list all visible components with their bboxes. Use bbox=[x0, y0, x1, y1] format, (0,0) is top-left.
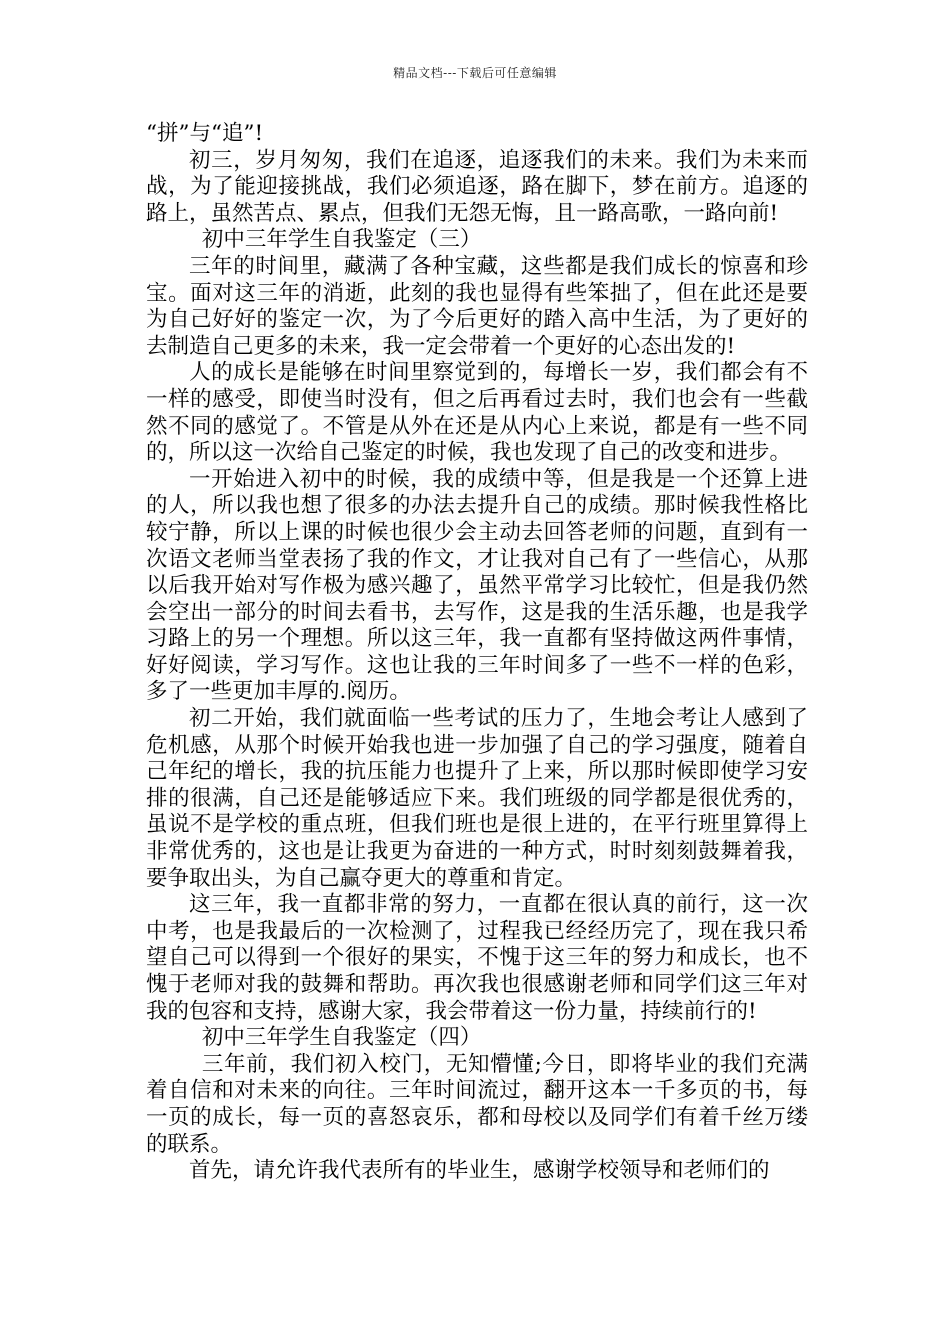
page-header: 精品文档---下载后可任意编辑 bbox=[393, 66, 557, 80]
paragraph: 这三年，我一直都非常的努力，一直都在很认真的前行，这一次中考，也是我最后的一次检测了，过程我已经经历完了，现在我只希望自己可以得到一个很好的果实，不愧于这三年的努力和成长，也不愧于老师对我的鼓舞和帮助。再次我也很感谢老师和同学们这三年对我的包容和支持，感谢大家，我会带着这一份力量，持续前行的! bbox=[146, 892, 808, 1024]
paragraph: 三年的时间里，藏满了各种宝藏，这些都是我们成长的惊喜和珍宝。面对这三年的消逝，此刻的我也显得有些笨拙了，但在此还是要为自己好好的鉴定一次，为了今后更好的踏入高中生活，为了更好的去制造自己更多的未来，我一定会带着一个更好的心态出发的! bbox=[146, 253, 808, 359]
section-heading: 初中三年学生自我鉴定（四） bbox=[201, 1025, 482, 1051]
paragraph: 初二开始，我们就面临一些考试的压力了，生地会考让人感到了危机感，从那个时候开始我也进一步加强了自己的学习强度，随着自己年纪的增长，我的抗压能力也提升了上来，所以那时候即使学习安排的很满，自己还是能够适应下来。我们班级的同学都是很优秀的，虽说不是学校的重点班，但我们班也是很上进的，在平行班里算得上非常优秀的，这也是让我更为奋进的一种方式，时时刻刻鼓舞着我，要争取出头，为自己赢夺更大的尊重和肯定。 bbox=[146, 706, 808, 891]
document-body bbox=[146, 121, 808, 1185]
paragraph: 一开始进入初中的时候，我的成绩中等，但是我是一个还算上进的人，所以我也想了很多的办法去提升自己的成绩。那时候我性格比较宁静，所以上课的时候也很少会主动去回答老师的问题，直到有一次语文老师当堂表扬了我的作文，才让我对自己有了一些信心，从那以后我开始对写作极为感兴趣了，虽然平常学习比较忙，但是我仍然会空出一部分的时间去看书，去写作，这是我的生活乐趣，也是我学习路上的另一个理想。所以这三年，我一直都有坚持做这两件事情，好好阅读，学习写作。这也让我的三年时间多了一些不一样的色彩，多了一些更加丰厚的.阅历。 bbox=[146, 466, 808, 705]
paragraph: 首先，请允许我代表所有的毕业生，感谢学校领导和老师们的 bbox=[189, 1158, 770, 1184]
section-heading: 初中三年学生自我鉴定（三） bbox=[201, 227, 482, 253]
paragraph: 人的成长是能够在时间里察觉到的，每增长一岁，我们都会有不一样的感受，即使当时没有，但之后再看过去时，我们也会有一些截然不同的感觉了。不管是从外在还是从内心上来说，都是有一些不同的，所以这一次给自己鉴定的时候，我也发现了自己的改变和进步。 bbox=[146, 360, 808, 466]
paragraph: 三年前，我们初入校门，无知懵懂;今日，即将毕业的我们充满着自信和对未来的向往。三年时间流过，翻开这本一千多页的书，每一页的成长，每一页的喜怒哀乐，都和母校以及同学们有着千丝万缕的联系。 bbox=[146, 1051, 808, 1157]
paragraph: 初三，岁月匆匆，我们在追逐，追逐我们的未来。我们为未来而战，为了能迎接挑战，我们必须追逐，路在脚下，梦在前方。追逐的路上，虽然苦点、累点，但我们无怨无悔，且一路高歌，一路向前! bbox=[146, 147, 808, 226]
paragraph-intro-title: “拼”与“追”! bbox=[146, 121, 264, 146]
